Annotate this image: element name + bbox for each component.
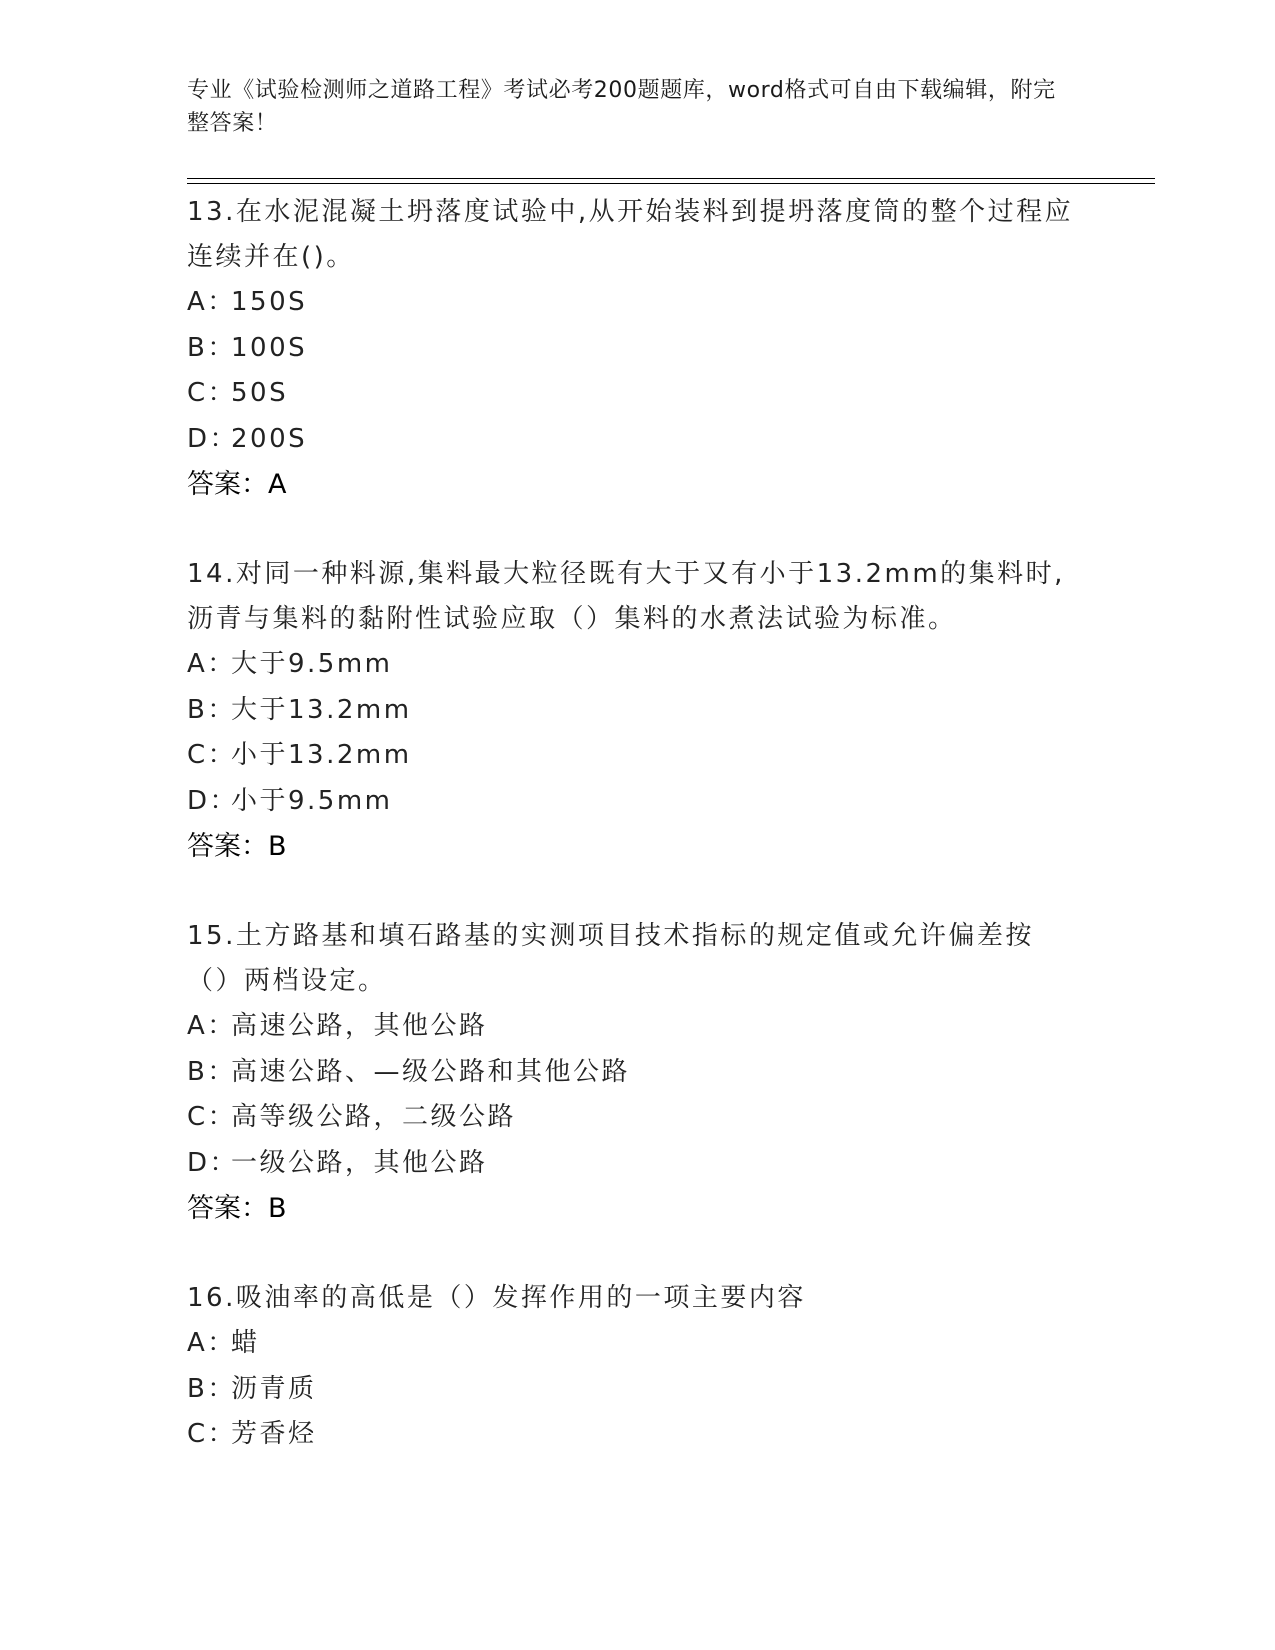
option-key: D： — [187, 1147, 239, 1178]
option-text: 蜡 — [231, 1328, 260, 1358]
option-text: 200S — [231, 423, 308, 454]
option-key: A： — [187, 287, 236, 317]
option-key: C： — [187, 740, 237, 770]
option-c — [187, 371, 1077, 417]
option-text: 沥青质 — [231, 1373, 317, 1404]
option-text: 芳香烃 — [231, 1419, 317, 1449]
question-16 — [187, 1276, 1077, 1458]
option-text: 大于9.5mm — [231, 649, 393, 679]
option-b — [187, 1050, 1077, 1096]
option-a — [187, 1004, 1077, 1050]
question-stem: 13.在水泥混凝土坍落度试验中,从开始装料到提坍落度筒的整个过程应连续并在()。 — [187, 197, 1074, 272]
question-13 — [187, 190, 1077, 508]
option-b — [187, 1367, 1077, 1413]
option-c — [187, 733, 1077, 779]
option-a — [187, 642, 1077, 688]
option-text: 150S — [231, 287, 308, 317]
option-c — [187, 1412, 1077, 1458]
question-stem: 16.吸油率的高低是（）发挥作用的一项主要内容 — [187, 1283, 806, 1313]
option-text: 小于13.2mm — [231, 740, 412, 770]
option-text: 小于9.5mm — [231, 785, 393, 816]
option-key: B： — [187, 1373, 236, 1404]
option-d — [187, 1141, 1077, 1187]
option-text: 高等级公路，二级公路 — [231, 1102, 517, 1132]
question-15 — [187, 914, 1077, 1232]
option-key: D： — [187, 423, 239, 454]
option-c — [187, 1095, 1077, 1141]
option-key: B： — [187, 332, 236, 363]
question-stem: 14.对同一种料源,集料最大粒径既有大于又有小于13.2mm的集料时,沥青与集料的黏附性试验应取（）集料的水煮法试验为标准。 — [187, 559, 1065, 634]
option-key: B： — [187, 694, 236, 725]
option-key: C： — [187, 378, 237, 408]
question-list — [187, 190, 1077, 1502]
option-key: A： — [187, 1011, 236, 1041]
document-header: 专业《试验检测师之道路工程》考试必考200题题库，word格式可自由下载编辑，附完整答案！ — [187, 78, 1056, 136]
option-key: D： — [187, 785, 239, 816]
option-key: C： — [187, 1102, 237, 1132]
option-a — [187, 280, 1077, 326]
option-key: A： — [187, 649, 236, 679]
option-a — [187, 1321, 1077, 1367]
option-text: 一级公路，其他公路 — [231, 1147, 488, 1178]
option-text: 50S — [231, 378, 289, 408]
answer-line: 答案：B — [187, 1193, 287, 1224]
option-text: 大于13.2mm — [231, 694, 412, 725]
option-text: 100S — [231, 332, 308, 363]
question-14 — [187, 552, 1077, 870]
option-key: B： — [187, 1056, 236, 1087]
option-d — [187, 779, 1077, 825]
question-stem: 15.土方路基和填石路基的实测项目技术指标的规定值或允许偏差按（）两档设定。 — [187, 921, 1034, 996]
option-b — [187, 688, 1077, 734]
option-text: 高速公路，其他公路 — [231, 1011, 488, 1041]
answer-line: 答案：A — [187, 469, 287, 500]
option-key: A： — [187, 1328, 236, 1358]
option-key: C： — [187, 1419, 237, 1449]
option-b — [187, 326, 1077, 372]
answer-line: 答案：B — [187, 831, 287, 862]
option-d — [187, 417, 1077, 463]
option-text: 高速公路、—级公路和其他公路 — [231, 1056, 631, 1087]
header-divider — [187, 178, 1155, 184]
